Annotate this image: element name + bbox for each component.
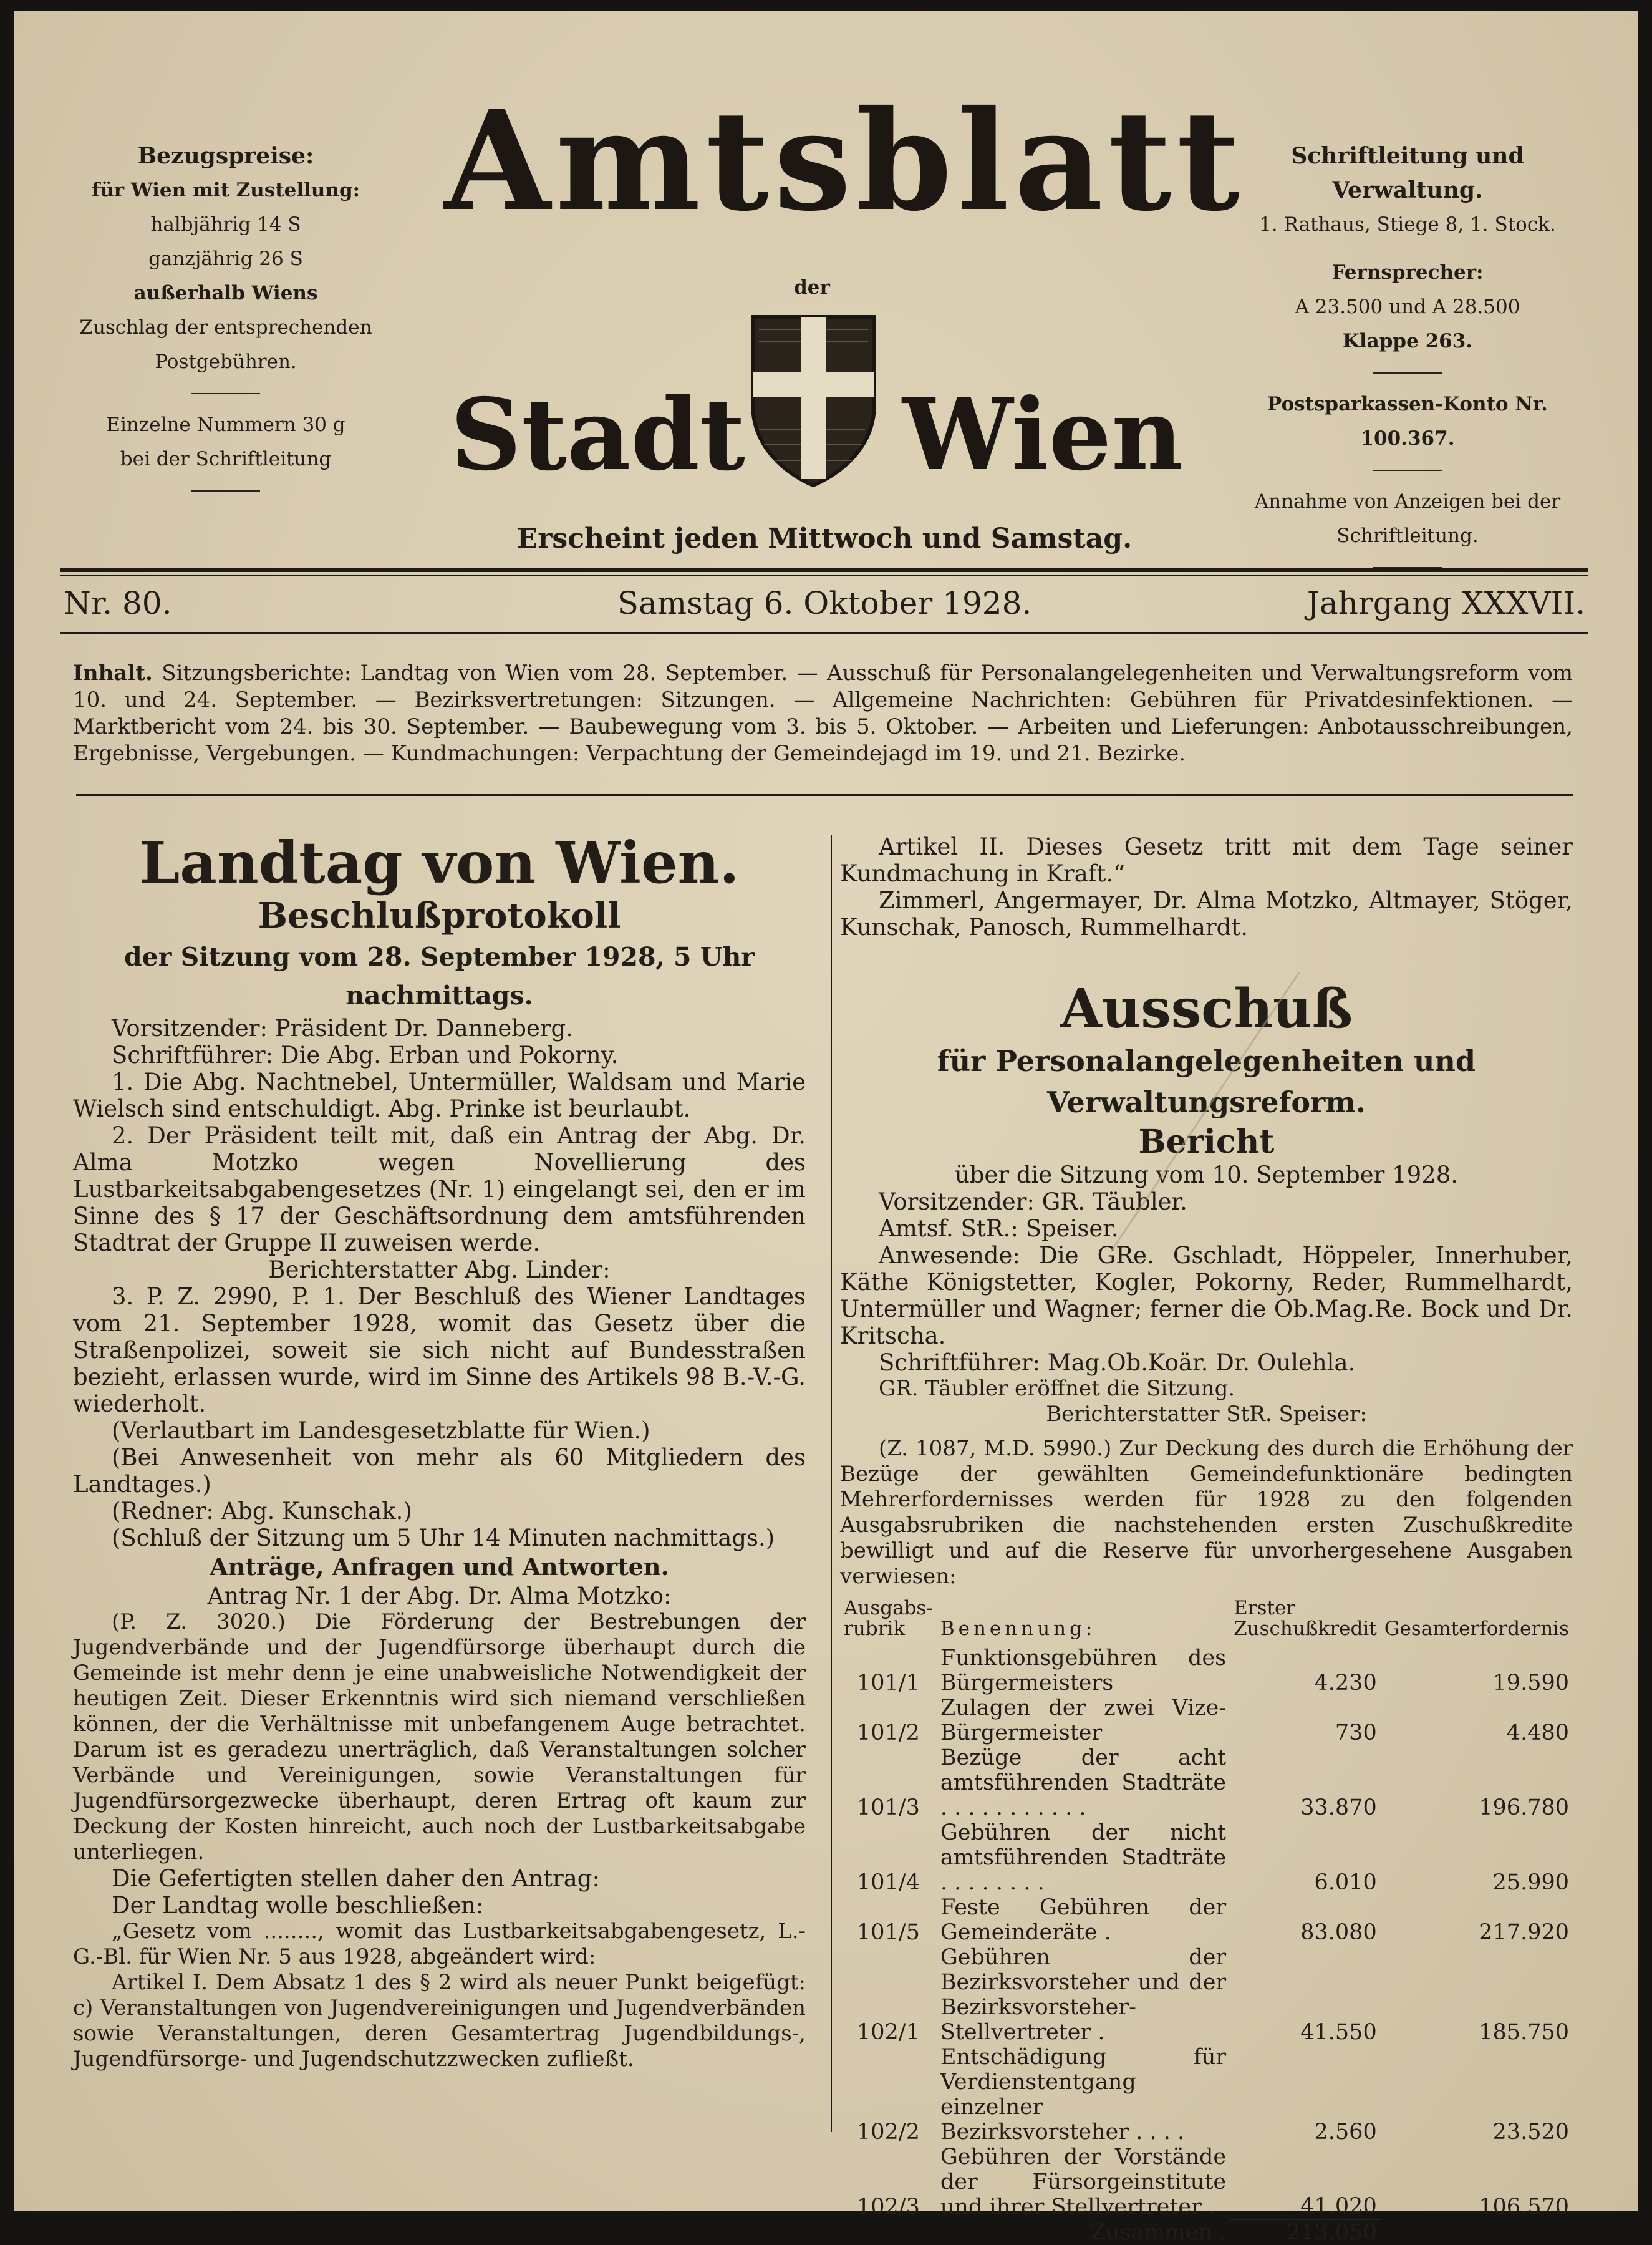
masthead-subtitle: Erscheint jeden Mittwoch und Samstag. [516,523,1133,555]
paragraph: Artikel II. Dieses Gesetz tritt mit dem Tage seiner Kundmachung in Kraft.“ [840,833,1573,887]
contents-text: Sitzungsberichte: Landtag von Wien vom 28. September. — Ausschuß für Personalangelegenheiten und Verwaltungsreform vom 10. und 24. September. — Bezirksvertretungen: Sitzungen. — Allgemeine Nachrichten: Gebühren für Privatdesinfektionen. — Marktbericht vom 24. bis 30. September. — Baubewegung vom 3. bis 5. Oktober. — Arbeiten und Lieferungen: Anbotausschreibungen, Ergebnisse, Vergebungen. — Kundmachungen: Verpachtung der Gemeindejagd im 19. und 21. Bezirke. [73,661,1573,766]
article-subtitle: Beschlußprotokoll [258,895,621,936]
chair-line: Vorsitzender: Präsident Dr. Danneberg. [112,1015,573,1042]
credit-cell: 2.560 [1314,2120,1377,2145]
paragraph: (Schluß der Sitzung um 5 Uhr 14 Minuten nachmittags.) [112,1525,775,1551]
paragraph: Der Landtag wolle beschließen: [112,1892,484,1919]
pricing-line: halbjährig 14 S [150,213,301,236]
reporter-line: Berichterstatter Abg. Linder: [268,1256,611,1283]
total-cell: 185.750 [1479,2020,1569,2045]
secretary-line: Schriftführer: Mag.Ob.Koär. Dr. Oulehla. [879,1349,1356,1376]
masthead-der: der [794,276,830,299]
rubric-cell: 102/3 [856,2194,920,2219]
table-header: Erster Zuschußkredit [1234,1597,1377,1640]
table-total-row [840,2219,1573,2245]
opened-line: GR. Täubler eröffnet die Sitzung. [879,1376,1235,1401]
secretary-line: Schriftführer: Die Abg. Erban und Pokorny. [112,1042,619,1069]
total-label: Zusammen . [1090,2220,1227,2245]
credit-cell: 41.020 [1300,2194,1377,2219]
pricing-heading: Bezugspreise: [137,143,314,169]
administration-line: 1. Rathaus, Stiege 8, 1. Stock. [1259,213,1556,236]
table-row [840,1895,1573,1945]
pricing-line: außerhalb Wiens [133,282,318,304]
administration-line: Postsparkassen-Konto Nr. 100.367. [1267,393,1548,450]
rubric-cell: 101/5 [856,1920,920,1945]
name-cell: Feste Gebühren der Gemeinderäte . [940,1895,1227,1945]
administration-line: Fernsprecher: [1331,261,1484,284]
credit-cell: 4.230 [1314,1670,1377,1695]
motion-title: Antrag Nr. 1 der Abg. Dr. Alma Motzko: [207,1583,672,1609]
table-header: Gesamterfordernis [1384,1617,1569,1640]
session-line: über die Sitzung vom 10. September 1928. [954,1161,1459,1188]
table-row [840,1945,1573,2045]
masthead-title-top: Amtsblatt [444,80,1245,241]
total-cell: 19.590 [1492,1670,1569,1695]
paragraph: Die Gefertigten stellen daher den Antrag: [112,1865,600,1892]
masthead-title-wien: Wien [902,377,1184,493]
table-of-contents [73,660,1573,767]
paragraph: (Verlautbart im Landesgesetzblatte für Wien.) [112,1417,650,1444]
present-line: Anwesende: Die GRe. Gschladt, Höppeler, Innerhuber, Käthe Königstetter, Kogler, Pokorny, Reder, Rummelhardt, Untermüller und Wagner; ferner die Ob.Mag.Re. Bock und Dr. Kritscha. [840,1242,1573,1349]
session-line: der Sitzung vom 28. September 1928, 5 Uhr nachmittags. [123,942,755,1011]
reporter-line: Berichterstatter StR. Speiser: [1046,1402,1367,1427]
rubric-cell: 101/1 [856,1670,920,1695]
budget-table [840,1598,1573,2245]
paragraph: „Gesetz vom ........, womit das Lustbarkeitsabgabengesetz, L.-G.-Bl. für Wien Nr. 5 aus 1928, abgeändert wird: [73,1919,806,1969]
pricing-box [76,139,375,505]
administration-box [1217,139,1598,582]
landtag-article [73,829,806,2072]
committee-article [840,833,1573,2245]
issue-rule [60,632,1588,634]
table-row [840,1745,1573,1820]
chair-line: Vorsitzender: GR. Täubler. [879,1188,1187,1215]
total-cell: 106.570 [1479,2194,1569,2219]
administration-line: Schriftleitung. [1336,525,1479,547]
article-title: Ausschuß [1060,977,1353,1040]
issue-volume: Jahrgang XXXVII. [1307,585,1585,621]
divider [1373,372,1442,374]
rubric-cell: 101/2 [856,1720,920,1745]
rubric-cell: 102/2 [856,2120,920,2145]
administration-heading: Schriftleitung und Verwaltung. [1291,143,1524,203]
paragraph: (Redner: Abg. Kunschak.) [112,1498,412,1525]
pricing-line: bei der Schriftleitung [120,448,332,470]
paragraph: 1. Die Abg. Nachtnebel, Untermüller, Waldsam und Marie Wielsch sind entschuldigt. Abg. Prinke ist beurlaubt. [73,1069,806,1122]
total-cell: 196.780 [1479,1795,1569,1820]
rubric-cell: 101/4 [856,1870,920,1895]
paragraph: (P. Z. 3020.) Die Förderung der Bestrebungen der Jugendverbände und der Jugendfürsorge überhaupt durch die Gemeinde ist mehr denn je eine unabweisliche Notwendigkeit der heutigen Zeit. Dieser Erkenntnis wird sich niemand verschließen können, der die Verhältnisse mit unbefangenem Auge betrachtet. Darum ist es geradezu unerträglich, daß Veranstaltungen solcher Verbände und Vereinigungen, sowie Veranstaltungen für Jugendfürsorgezwecke überhaupt, deren Ertrag oft kaum zur Deckung der Kosten hinreicht, auch noch der Lustbarkeitsabgabe unterliegen. [73,1609,806,1864]
credit-cell: 33.870 [1300,1795,1377,1820]
administration-line: Klappe 263. [1342,330,1473,352]
credit-cell: 730 [1335,1720,1377,1745]
masthead-title-stadt: Stadt [450,377,745,493]
total-cell: 25.990 [1492,1870,1569,1895]
paragraph: 2. Der Präsident teilt mit, daß ein Antrag der Abg. Dr. Alma Motzko wegen Novellierung des Lustbarkeitsabgabengesetzes (Nr. 1) eingelangt sei, den er im Sinne des § 17 der Geschäftsordnung dem amtsführenden Stadtrat der Gruppe II zuweisen werde. [73,1122,806,1256]
table-row [840,1646,1573,1695]
pricing-line: für Wien mit Zustellung: [91,179,360,201]
total-cell: 4.480 [1506,1720,1569,1745]
column-divider [831,835,832,2132]
pricing-line: Einzelne Nummern 30 g [106,414,345,436]
name-cell: Bezüge der acht amtsführenden Stadträte . . . . . . . . . . . [940,1745,1227,1820]
rubric-cell: 102/1 [856,2020,920,2045]
administration-line: A 23.500 und A 28.500 [1295,296,1520,318]
paragraph: Artikel I. Dem Absatz 1 des § 2 wird als neuer Punkt beigefügt: c) Veranstaltungen von Jugendvereinigungen und Jugendverbänden sowie Veranstaltungen, deren Gesamtertrag Jugendbildungs-, Jugendfürsorge- und Jugendschutzzwecken zufließt. [73,1970,806,2072]
paragraph: (Z. 1087, M.D. 5990.) Zur Deckung des durch die Erhöhung der Bezüge der gewählten Gemeindefunktionäre bedingten Mehrerfordernisses werden für 1928 zu den folgenden Ausgabsrubriken die nachstehenden ersten Zuschußkredite bewilligt und auf die Reserve für unvorhergesehene Ausgaben verwiesen: [840,1436,1573,1589]
masthead-rule [60,568,1588,572]
vienna-coat-of-arms-icon [746,311,881,488]
paragraph: (Bei Anwesenheit von mehr als 60 Mitgliedern des Landtages.) [73,1444,806,1498]
table-row [840,1695,1573,1745]
masthead-rule [60,575,1588,576]
total-cell: 217.920 [1479,1920,1569,1945]
report-heading: Bericht [1138,1123,1275,1161]
divider [191,393,260,394]
divider [1373,470,1442,471]
newspaper-page [14,11,1638,2245]
name-cell: Gebühren der nicht amtsführenden Stadträte . . . . . . . . [940,1820,1227,1895]
name-cell: Gebühren der Bezirksvorsteher und der Bezirksvorsteher-Stellvertreter . [940,1945,1227,2045]
name-cell: Entschädigung für Verdienstentgang einzelner Bezirksvorsteher . . . . [940,2045,1227,2145]
name-cell: Funktionsgebühren des Bürgermeisters [940,1646,1227,1695]
contents-rule [76,794,1573,796]
official-line: Amtsf. StR.: Speiser. [879,1215,1119,1242]
name-cell: Zulagen der zwei Vize-Bürgermeister [940,1695,1227,1745]
administration-line: Annahme von Anzeigen bei der [1254,490,1561,513]
table-row [840,1820,1573,1895]
table-header: Benennung: [940,1617,1096,1640]
article-title: Landtag von Wien. [139,829,740,896]
contents-label: Inhalt. [73,661,153,686]
motions-heading: Anträge, Anfragen und Antworten. [210,1553,669,1581]
total-cell: 23.520 [1492,2120,1569,2145]
credit-cell: 6.010 [1314,1870,1377,1895]
article-subtitle: für Personalangelegenheiten und Verwaltungsreform. [937,1044,1476,1119]
table-row [840,2145,1573,2219]
pricing-line: Postgebühren. [155,351,297,373]
divider [191,490,260,492]
table-header: Ausgabs-rubrik [844,1597,933,1640]
name-cell: Gebühren der Vorstände der Fürsorgeinstitute und ihrer Stellvertreter . [940,2145,1227,2219]
table-header-row [840,1598,1573,1646]
issue-number: Nr. 80. [64,585,172,621]
paragraph: 3. P. Z. 2990, P. 1. Der Beschluß des Wiener Landtages vom 21. September 1928, womit das Gesetz über die Straßenpolizei, soweit sie sich nicht auf Bundesstraßen bezieht, erlassen wurde, wird im Sinne des Artikels 98 B.-V.-G. wiederholt. [73,1283,806,1417]
total-value: 213.050 [1230,2219,1381,2245]
pricing-line: ganzjährig 26 S [148,248,303,270]
table-row [840,2045,1573,2145]
issue-date: Samstag 6. Oktober 1928. [617,585,1032,621]
pricing-line: Zuschlag der entsprechenden [79,316,372,339]
credit-cell: 41.550 [1300,2020,1377,2045]
rubric-cell: 101/3 [856,1795,920,1820]
credit-cell: 83.080 [1300,1920,1377,1945]
paragraph: Zimmerl, Angermayer, Dr. Alma Motzko, Altmayer, Stöger, Kunschak, Panosch, Rummelhardt. [840,887,1573,941]
